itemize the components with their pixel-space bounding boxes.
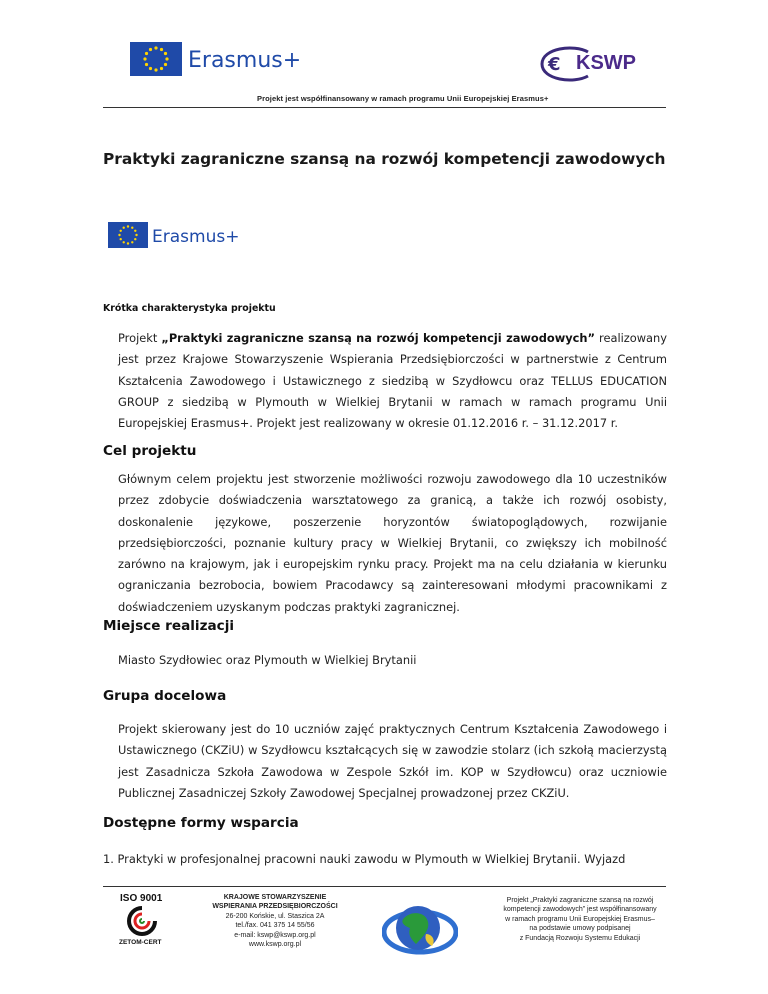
- zetom-label: ZETOM-CERT: [119, 939, 162, 946]
- eu-flag-icon: [130, 42, 182, 76]
- page-title: Praktyki zagraniczne szansą na rozwój kompetencji zawodowych: [103, 150, 666, 168]
- group-paragraph: Projekt skierowany jest do 10 uczniów zajęć praktycznych Centrum Kształcenia Zawodowego i Ustawicznego (CKZiU) w Szydłowcu kształcących się w zawodzie stolarz (ich szkołą macierzystą jest Zasadnicza Szkoła Zawodowa w Zespole Szkół im. KOP w Szydłowcu) oraz uczniowie Publicznej Zasadniczej Szkoły Zawodowej Specjalnej prowadzonej przez CKZiU.: [118, 722, 667, 800]
- svg-text:€: €: [548, 54, 561, 75]
- project-line-1: Projekt „Praktyki zagraniczne szansą na rozwój: [506, 897, 654, 904]
- org-address: [210, 893, 340, 949]
- brief-label: Krótka charakterystyka projektu: [103, 303, 276, 314]
- intro-prefix: Projekt: [118, 331, 162, 345]
- project-line-2: kompetencji zawodowych” jest współfinansowany: [503, 906, 657, 914]
- eu-flag-icon-small: [108, 222, 148, 248]
- kswp-logo: [534, 42, 666, 86]
- intro-rest: realizowany jest przez Krajowe Stowarzyszenie Wspierania Przedsiębiorczości w partnerstwie z Centrum Kształcenia Zawodowego i Ustawicznego z siedzibą w Szydłowcu oraz TELLUS EDUCATION GROUP z siedzibą w Plymouth w Wielkiej Brytanii w ramach w ramach programu Unii Europejskiej Erasmus+. Projekt jest realizowany w okresie 01.12.2016 r. – 31.12.2017 r.: [118, 331, 667, 431]
- project-note: [500, 896, 660, 943]
- org-line-5: e-mail: kswp@kswp.org.pl: [234, 931, 316, 939]
- erasmus-wordmark: Erasmus+: [188, 48, 302, 73]
- goal-heading: Cel projektu: [103, 443, 197, 459]
- project-name: „Praktyki zagraniczne szansą na rozwój kompetencji zawodowych”: [161, 331, 596, 345]
- org-line-2: WSPIERANIA PRZEDSIĘBIORCZOŚCI: [212, 903, 338, 911]
- support-heading: Dostępne formy wsparcia: [103, 815, 299, 831]
- eu-stars-icon-small: [108, 222, 148, 248]
- project-line-5: z Fundacją Rozwoju Systemu Edukacji: [519, 934, 641, 942]
- eu-stars-icon: [130, 42, 182, 76]
- mid-erasmus-logo: [108, 222, 248, 250]
- org-line-3: 26-200 Końskie, ul. Staszica 2A: [225, 912, 325, 920]
- header-erasmus-logo: [130, 42, 320, 78]
- mid-erasmus-wordmark: Erasmus+: [152, 227, 240, 247]
- goal-paragraph: Głównym celem projektu jest stworzenie możliwości rozwoju zawodowego dla 10 uczestników przez zdobycie doświadczenia warsztatowego za granicą, a także ich rozwój osobisty, doskonalenie językowe, poszerzenie horyzontów światopoglądowych, rozwijanie przedsiębiorczości, poznanie kultury pracy w Wielkiej Brytanii, co zwiększy ich mobilność zarówno na krajowym, jak i europejskim rynku pracy. Projekt ma na celu działania w kierunku ograniczania bezrobocia, bowiem Pracodawcy są zainteresowani młodymi pracownikami z doświadczeniem uzyskanym podczas praktyki zagranicznej.: [118, 472, 667, 614]
- project-line-3: w ramach programu Unii Europejskiej Erasmus–: [505, 915, 655, 923]
- intro-paragraph: [118, 328, 667, 434]
- cofund-note: Projekt jest współfinansowany w ramach programu Unii Europejskiej Erasmus+: [257, 94, 549, 103]
- org-line-6: www.kswp.org.pl: [248, 941, 302, 949]
- kswp-wordmark: KSWP: [576, 52, 636, 74]
- header-divider: [103, 107, 666, 108]
- iso-label: ISO 9001: [120, 893, 163, 904]
- project-line-4: na podstawie umowy podpisanej: [529, 925, 631, 933]
- org-line-4: tel./fax. 041 375 14 55/56: [235, 922, 315, 930]
- footer-divider: [103, 886, 666, 887]
- group-heading: Grupa docelowa: [103, 688, 227, 704]
- support-item-1: 1. Praktyki w profesjonalnej pracowni nauki zawodu w Plymouth w Wielkiej Brytanii. Wyjazd: [103, 852, 626, 866]
- org-line-1: KRAJOWE STOWARZYSZENIE: [223, 894, 327, 901]
- globe-icon: [382, 894, 458, 962]
- iso-badge: [110, 893, 170, 955]
- place-text: Miasto Szydłowiec oraz Plymouth w Wielkiej Brytanii: [118, 653, 417, 667]
- place-heading: Miejsce realizacji: [103, 618, 235, 634]
- zetom-cert-icon: [127, 906, 157, 936]
